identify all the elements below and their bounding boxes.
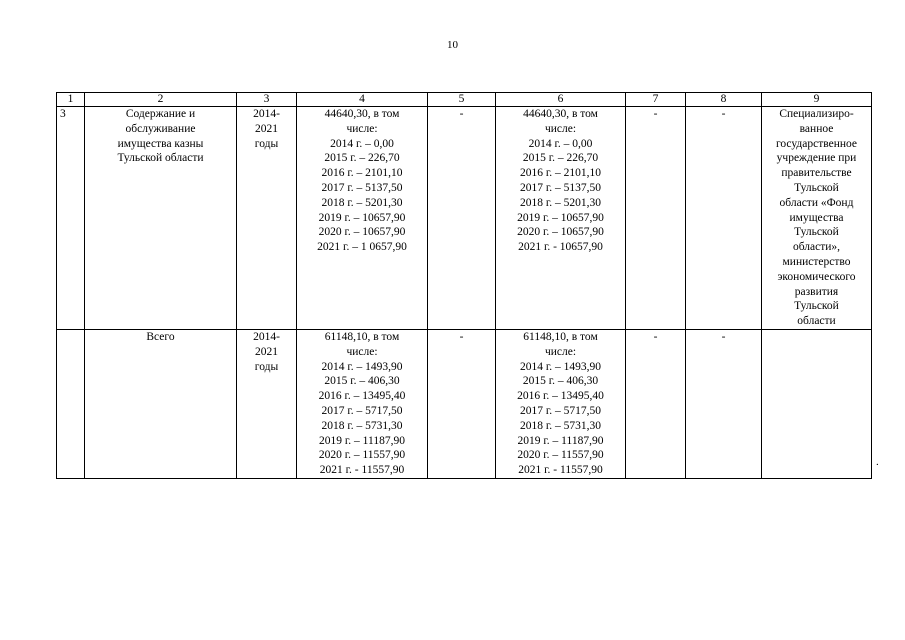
executor-cell [762, 107, 872, 330]
regional-budget-line: 2019 г. – 10657,90 [517, 211, 604, 224]
header-cell-4: 4 [297, 93, 428, 107]
regional-budget-line: 2014 г. – 1493,90 [519, 360, 602, 373]
total-funding-line: 2020 г. – 11557,90 [318, 449, 406, 462]
period-cell [237, 329, 297, 478]
period-line: годы [254, 360, 279, 373]
executor-line: Тульской [794, 181, 839, 194]
header-cell-8: 8 [686, 93, 762, 107]
regional-budget-line: 2020 г. – 11557,90 [517, 449, 604, 462]
regional-budget-line: 2017 г. – 5717,50 [519, 404, 602, 417]
total-funding-line: 2018 г. – 5731,30 [321, 419, 403, 432]
period-line: 2014- [253, 108, 280, 120]
regional-budget-line: 61148,10, в том [523, 330, 598, 343]
executor-line: области [797, 315, 836, 328]
executor-line: министерство [782, 255, 851, 268]
regional-budget-line: 2019 г. – 11187,90 [517, 434, 604, 447]
local-budget-cell: - [626, 329, 686, 478]
header-cell-6: 6 [496, 93, 626, 107]
executor-line: области «Фонд [779, 196, 854, 209]
total-funding-line: 2021 г. – 1 0657,90 [317, 241, 407, 254]
total-funding-line: 2014 г. – 1493,90 [321, 360, 403, 373]
regional-budget-line: 2018 г. – 5731,30 [519, 419, 602, 432]
regional-budget-line: 2021 г. - 10657,90 [518, 241, 603, 254]
local-budget-cell: - [626, 107, 686, 330]
total-funding-line: 2020 г. – 10657,90 [318, 226, 406, 239]
period-line: 2021 [255, 122, 278, 135]
measure-name-line: Содержание и [125, 108, 196, 120]
measure-name-line: имущества казны [117, 137, 204, 150]
total-funding-cell [297, 107, 428, 330]
header-cell-7: 7 [626, 93, 686, 107]
total-funding-line: 44640,30, в том [324, 108, 400, 120]
table-header-row [57, 93, 872, 107]
header-cell-1: 1 [57, 93, 85, 107]
total-funding-line: числе: [346, 345, 378, 358]
executor-line: государственное [775, 137, 858, 150]
regional-budget-line: 2017 г. – 5137,50 [519, 181, 602, 194]
executor-line: Специализиро- [779, 108, 854, 120]
total-funding-line: числе: [346, 122, 378, 135]
regional-budget-line: числе: [544, 122, 577, 135]
period-line: 2014- [253, 330, 280, 343]
header-cell-2: 2 [85, 93, 237, 107]
extrabudget-cell: - [686, 329, 762, 478]
total-funding-line: 2014 г. – 0,00 [330, 137, 394, 150]
regional-budget-line: 2015 г. – 406,30 [522, 375, 599, 388]
measure-name-line: обслуживание [125, 122, 196, 135]
regional-budget-line: 2015 г. – 226,70 [522, 152, 599, 165]
regional-budget-cell [496, 107, 626, 330]
regional-budget-line: 2020 г. – 10657,90 [517, 226, 604, 239]
executor-line: правительстве [781, 167, 852, 180]
federal-budget-cell: - [428, 329, 496, 478]
executor-line: учреждение при [776, 152, 857, 165]
regional-budget-line: 2016 г. – 2101,10 [519, 167, 602, 180]
total-funding-line: 2018 г. – 5201,30 [321, 196, 403, 209]
header-cell-9: 9 [762, 93, 872, 107]
trailing-mark: . [876, 456, 879, 468]
row-number-cell [57, 329, 85, 478]
measure-name-line: Тульской области [117, 152, 204, 165]
regional-budget-line: числе: [544, 345, 577, 358]
measure-name-line: Всего [146, 330, 175, 343]
program-table [56, 92, 872, 479]
regional-budget-line: 44640,30, в том [523, 108, 598, 120]
executor-line: развития [794, 285, 839, 298]
total-funding-line: 2017 г. – 5137,50 [321, 181, 403, 194]
header-cell-3: 3 [237, 93, 297, 107]
regional-budget-line: 2018 г. – 5201,30 [519, 196, 602, 209]
total-funding-line: 2015 г. – 226,70 [324, 152, 400, 165]
period-line: 2021 [255, 345, 278, 358]
total-funding-line: 2019 г. – 11187,90 [319, 434, 405, 447]
total-funding-line: 61148,10, в том [324, 330, 400, 343]
executor-line: экономического [777, 270, 856, 283]
period-line: годы [254, 137, 279, 150]
table-row [57, 107, 872, 330]
regional-budget-cell [496, 329, 626, 478]
extrabudget-cell: - [686, 107, 762, 330]
executor-line: области», [792, 241, 841, 254]
table-row [57, 329, 872, 478]
total-funding-cell [297, 329, 428, 478]
total-funding-line: 2017 г. – 5717,50 [321, 404, 403, 417]
total-funding-line: 2021 г. - 11557,90 [319, 464, 405, 477]
federal-budget-cell: - [428, 107, 496, 330]
regional-budget-line: 2014 г. – 0,00 [528, 137, 593, 150]
executor-cell [762, 329, 872, 478]
total-funding-line: 2016 г. – 2101,10 [321, 167, 403, 180]
total-funding-line: 2019 г. – 10657,90 [318, 211, 406, 224]
row-number-cell: 3 [57, 107, 85, 330]
total-funding-line: 2016 г. – 13495,40 [318, 390, 406, 403]
measure-name-cell [85, 329, 237, 478]
measure-name-cell [85, 107, 237, 330]
executor-line: Тульской [794, 226, 839, 239]
regional-budget-line: 2016 г. – 13495,40 [517, 390, 604, 403]
period-cell [237, 107, 297, 330]
executor-line: Тульской [794, 300, 839, 313]
header-cell-5: 5 [428, 93, 496, 107]
page-number: 10 [447, 39, 458, 51]
regional-budget-line: 2021 г. - 11557,90 [518, 464, 603, 477]
total-funding-line: 2015 г. – 406,30 [324, 375, 400, 388]
executor-line: имущества [789, 211, 844, 224]
executor-line: ванное [799, 122, 834, 135]
